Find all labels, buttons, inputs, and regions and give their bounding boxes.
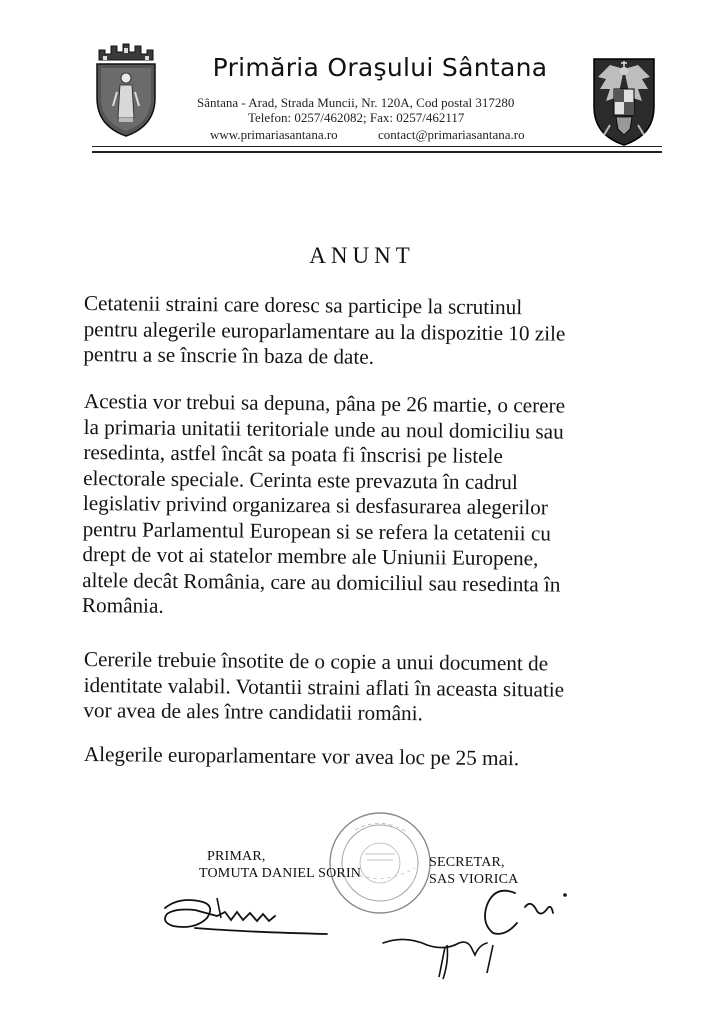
text-line: identitate valabil. Votantii straini aflati în aceasta situatie [83, 672, 565, 702]
secretary-signature [375, 885, 575, 980]
text-line: Cererile trebuie însotite de o copie a unui document de [83, 647, 549, 676]
text-line: pentru a se înscrie în baza de date. [83, 341, 375, 369]
paragraph-4 [84, 742, 654, 773]
santana-coat-of-arms-icon [93, 40, 159, 138]
text-line: la primaria unitatii teritoriale unde au noul domiciliu sau [83, 414, 564, 444]
text-line: pentru Parlamentul European si se refera la cetatenii cu [82, 516, 552, 545]
text-line: vor avea de ales între candidatii români. [83, 697, 423, 726]
text-line: electorale speciale. Cerinta este prevazuta în cadrul [83, 465, 518, 494]
mayor-signature [155, 888, 330, 943]
secretary-name: SAS VIORICA [429, 872, 519, 887]
secretary-role: SECRETAR, [429, 855, 505, 870]
text-line: Alegerile europarlamentare vor avea loc pe 25 mai. [83, 742, 520, 771]
header-divider-thick [92, 151, 662, 153]
website-link[interactable]: www.primariasantana.ro [210, 127, 338, 142]
mayor-name: TOMUTA DANIEL SORIN [199, 866, 362, 881]
text-line: România. [81, 592, 164, 618]
text-line: drept de vot ai statelor membre ale Uniunii Europene, [82, 541, 539, 571]
paragraph-1 [83, 291, 654, 373]
postal-address: Sântana - Arad, Strada Muncii, Nr. 120A, Cod postal 317280 [197, 95, 515, 110]
email-link[interactable]: contact@primariasantana.ro [378, 127, 525, 142]
text-line: altele decât România, care au domiciliul sau resedinta în [82, 567, 561, 597]
text-line: resedinta, astfel încât sa poata fi înscrisi pe listele [83, 439, 503, 469]
announcement-title: ANUNT [309, 243, 415, 268]
text-line: Acestia vor trebui sa depuna, pâna pe 26 martie, o cerere [83, 389, 566, 418]
mayor-role: PRIMAR, [207, 849, 266, 864]
text-line: legislativ privind organizarea si desfasurarea alegerilor [82, 490, 548, 520]
paragraph-2 [82, 389, 654, 624]
text-line: pentru alegerile europarlamentare au la dispozitie 10 zile [83, 316, 566, 346]
header-divider-thin [92, 146, 662, 147]
phone-fax: Telefon: 0257/462082; Fax: 0257/462117 [248, 110, 465, 125]
romania-coat-of-arms-icon [590, 55, 658, 147]
institution-title: Primăria Oraşului Sântana [212, 53, 548, 82]
paragraph-3 [83, 647, 654, 729]
text-line: Cetatenii straini care doresc sa participe la scrutinul [83, 291, 523, 320]
